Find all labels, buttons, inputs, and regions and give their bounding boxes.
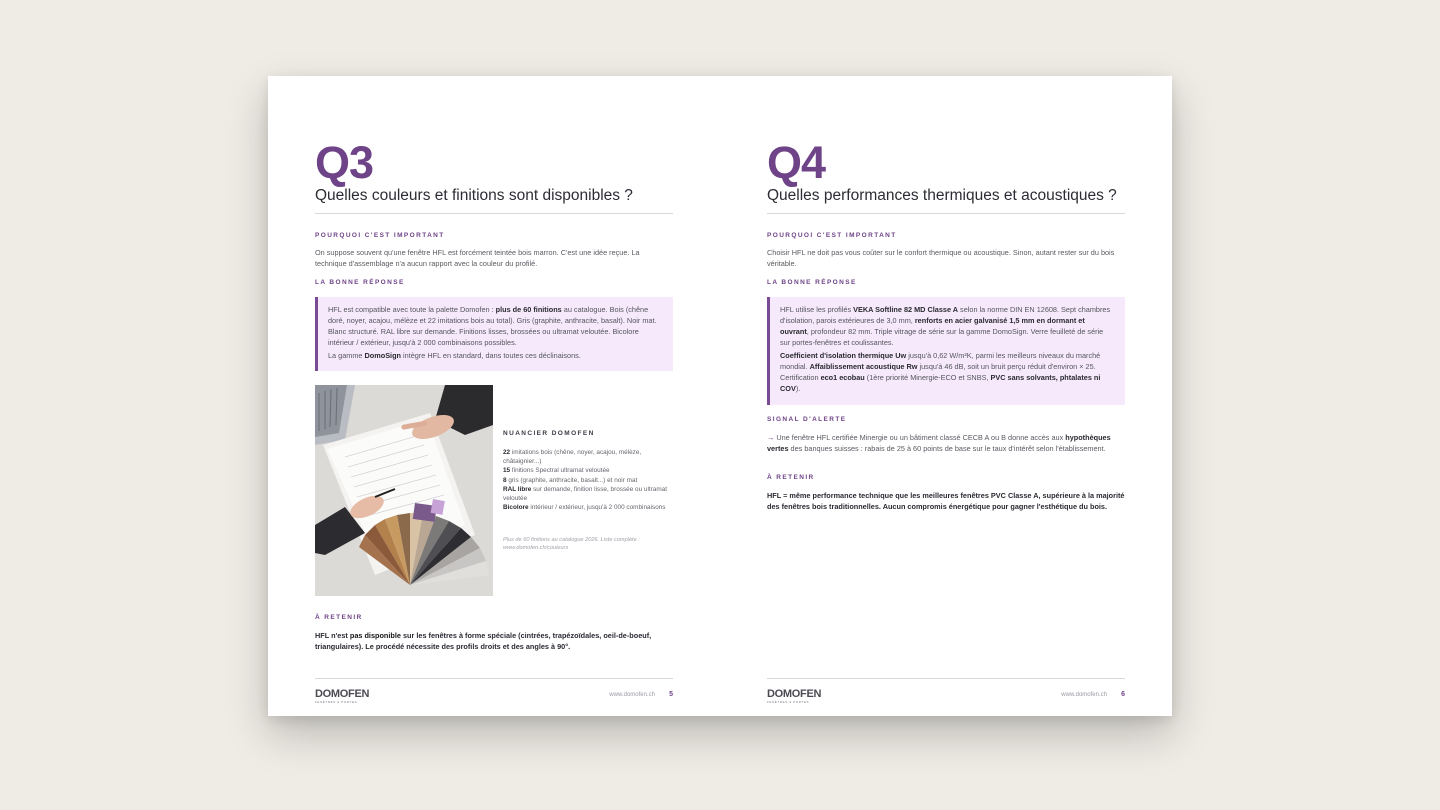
question-number: Q4 [767, 137, 826, 188]
color-swatch-photo [315, 385, 493, 596]
swatch-line-wood: 22 imitations bois (chêne, noyer, acajou, mélèze, châtaignier...) [503, 449, 642, 466]
arrow-right-icon: → [767, 433, 775, 442]
alert-label: SIGNAL D'ALERTE [767, 416, 847, 423]
why-text: Choisir HFL ne doit pas vous coûter sur le confort thermique ou acoustique. Sinon, autant rester sur du bois véritable. [767, 248, 1115, 268]
retain-label: À RETENIR [767, 474, 815, 481]
footer-url[interactable]: www.domofen.ch [1061, 692, 1107, 698]
swatch-line-grey: 8 gris (graphite, anthracite, basalt...) et noir mat [503, 476, 638, 484]
page-number: 6 [1121, 691, 1125, 698]
swatch-line-ral: RAL libre sur demande, finition lisse, brossée ou ultramat veloutée [503, 485, 667, 503]
title-divider [767, 213, 1125, 214]
domofen-logo-tagline: FENÊTRES & PORTES [767, 700, 810, 704]
domofen-logo: DOMOFEN [767, 688, 822, 700]
why-label: POURQUOI C'EST IMPORTANT [767, 232, 897, 239]
title-divider [315, 213, 673, 214]
swatch-line-bicolor: Bicolore intérieur / extérieur, jusqu'à 2 000 combinaisons [503, 504, 666, 512]
swatch-title: NUANCIER DOMOFEN [503, 430, 595, 437]
question-title: Quelles performances thermiques et acoustiques ? [767, 187, 1117, 204]
question-number: Q3 [315, 137, 374, 188]
callout-paragraph-1: HFL utilise les profilés VEKA Softline 82 MD Classe A selon la norme DIN EN 12608. Sept chambres d'isolation, parois extérieures de 3,0 mm, renforts en acier galvanisé 1,5 mm en dormant et ouvrant, profondeur 82 mm. Triple vitrage de série sur la gamme DomoSign. Verre feuilleté de série sur portes-fenêtres et coulissantes. [780, 305, 1111, 347]
swatch-list [503, 448, 673, 512]
domofen-logo: DOMOFEN [315, 688, 370, 700]
why-text: On suppose souvent qu'une fenêtre HFL est forcément teintée bois marron. C'est une idée reçue. La technique d'assemblage n'a aucun rapport avec la couleur du profilé. [315, 248, 640, 268]
page-number: 5 [669, 691, 673, 698]
retain-label: À RETENIR [315, 614, 363, 621]
swatch-note: Plus de 60 finitions au catalogue 2026. Liste complète : www.domofen.ch/couleurs [503, 537, 640, 551]
swatch-line-spectral: 15 finitions Spectral ultramat veloutée [503, 467, 610, 475]
answer-label: LA BONNE RÉPONSE [767, 279, 857, 286]
why-label: POURQUOI C'EST IMPORTANT [315, 232, 445, 239]
retain-text: HFL = même performance technique que les meilleures fenêtres PVC Classe A, supérieure à la majorité des fenêtres bois traditionnelles. Aucun compromis énergétique pour gagner l'esthétique du bois. [767, 491, 1125, 511]
swatch-photo-illustration [315, 385, 493, 596]
question-title: Quelles couleurs et finitions sont disponibles ? [315, 187, 633, 204]
answer-callout [767, 297, 1125, 405]
retain-text: HFL n'est pas disponible sur les fenêtres à forme spéciale (cintrées, trapézoïdales, oeil-de-boeuf, triangulaires). Le procédé nécessite des profils droits et des angles à 90°. [315, 631, 652, 651]
answer-callout [315, 297, 673, 371]
footer-divider [315, 678, 673, 679]
footer-url[interactable]: www.domofen.ch [609, 692, 655, 698]
document-spread [268, 76, 1172, 716]
callout-paragraph-2: La gamme DomoSign intègre HFL en standard, dans toutes ces déclinaisons. [328, 351, 581, 360]
page-left [268, 76, 720, 716]
callout-paragraph-2: Coefficient d'isolation thermique Uw jusqu'à 0,62 W/m²K, parmi les meilleurs niveaux du marché mondial. Affaiblissement acoustique Rw jusqu'à 46 dB, soit un bruit perçu réduit d'environ × 25. Certification eco1 ecobau (1ère priorité Minergie-ECO et SNBS, PVC sans solvants, phtalates ni COV). [780, 351, 1101, 393]
answer-label: LA BONNE RÉPONSE [315, 279, 405, 286]
domofen-logo-tagline: FENÊTRES & PORTES [315, 700, 358, 704]
page-right [720, 76, 1172, 716]
footer-divider [767, 678, 1125, 679]
alert-text: → Une fenêtre HFL certifiée Minergie ou un bâtiment classé CECB A ou B donne accès aux hypothèques vertes des banques suisses : rabais de 25 à 60 points de base sur le taux d'intérêt selon l'établissement. [767, 433, 1111, 453]
callout-paragraph-1: HFL est compatible avec toute la palette Domofen : plus de 60 finitions au catalogue. Bois (chêne doré, noyer, acajou, mélèze et 22 imitations bois au total). Gris (graphite, anthracite, basalt). Noir mat. Blanc structuré. RAL libre sur demande. Finitions lisses, brossées ou ultramat veloutée. Bicolore intérieur / extérieur, jusqu'à 2 000 combinaisons possibles. [328, 305, 657, 347]
